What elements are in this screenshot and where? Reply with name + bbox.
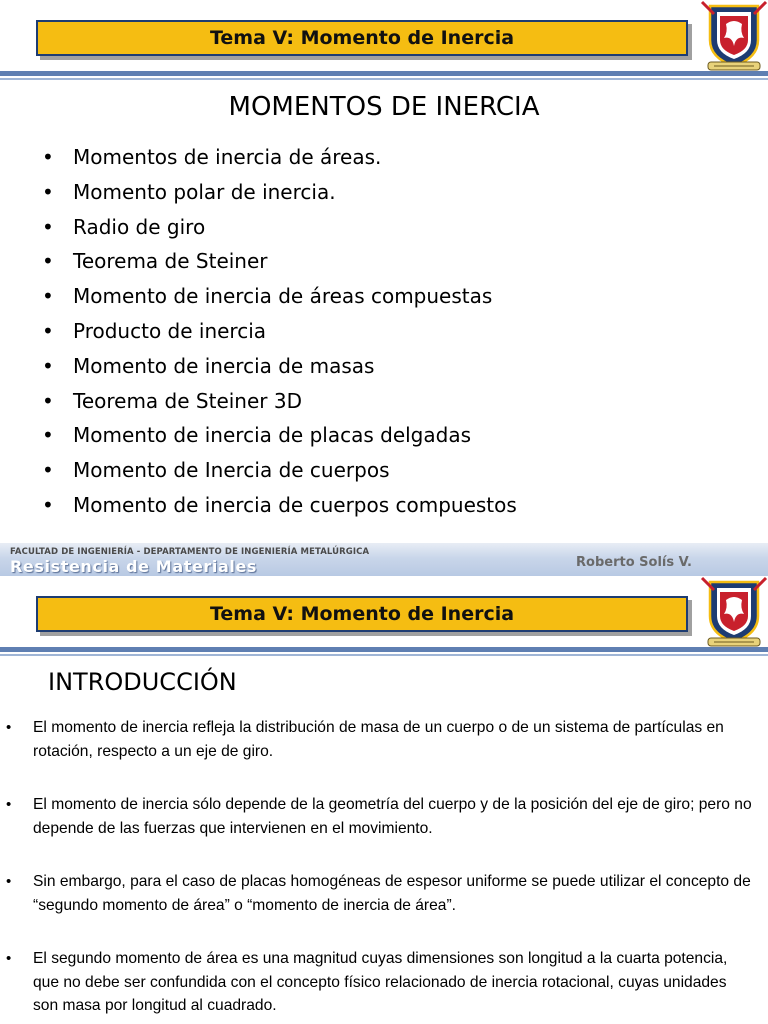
list-item: • Momentos de inercia de áreas.	[42, 140, 517, 175]
paragraph-list	[6, 716, 753, 1024]
slide-heading: INTRODUCCIÓN	[48, 668, 237, 696]
slide-footer	[0, 543, 768, 576]
bullet: •	[42, 145, 54, 169]
university-crest-icon	[700, 576, 768, 650]
list-item: • Momento de inercia de masas	[42, 349, 517, 384]
header-rule-thin	[0, 654, 768, 656]
list-item: • Momento polar de inercia.	[42, 175, 517, 210]
university-crest-icon	[700, 0, 768, 74]
banner-title-text: Tema V: Momento de Inercia	[209, 27, 515, 49]
list-item: • Momento de inercia de cuerpos compuestos	[42, 488, 517, 523]
bullet: •	[42, 353, 54, 378]
course-title: Resistencia de Materiales	[10, 557, 258, 576]
bullet: •	[6, 719, 12, 736]
header-rule-thin	[0, 78, 768, 80]
bullet: •	[42, 214, 54, 239]
list-item: • Teorema de Steiner 3D	[42, 384, 517, 419]
bullet: •	[42, 284, 54, 309]
list-item: • Momento de Inercia de cuerpos	[42, 453, 517, 488]
author-name: Roberto Solís V.	[576, 555, 692, 570]
bullet: •	[42, 423, 54, 448]
bullet: •	[6, 950, 12, 967]
slide-introduccion	[0, 576, 768, 1024]
bullet: •	[6, 873, 12, 890]
banner-title-text: Tema V: Momento de Inercia	[209, 603, 515, 625]
banner-title	[36, 20, 688, 56]
banner-title	[36, 596, 688, 632]
bullet: •	[42, 458, 54, 483]
topic-list	[42, 140, 517, 523]
slide-heading: MOMENTOS DE INERCIA	[228, 92, 540, 122]
bullet: •	[42, 179, 54, 204]
bullet: •	[42, 388, 54, 413]
list-item: • Momento de inercia de áreas compuestas	[42, 279, 517, 314]
department-label: FACULTAD DE INGENIERÍA - DEPARTAMENTO DE INGENIERÍA METALÚRGICA	[10, 547, 370, 557]
bullet: •	[42, 492, 54, 517]
list-item: • Producto de inercia	[42, 314, 517, 349]
header-rule	[0, 71, 768, 76]
list-item: • El momento de inercia sólo depende de la geometría del cuerpo y de la posición del eje de giro; pero no depende de las fuerzas que intervienen en el movimiento.	[6, 793, 753, 840]
bullet: •	[42, 318, 54, 343]
list-item: • Radio de giro	[42, 210, 517, 245]
header-rule	[0, 647, 768, 652]
list-item: • El momento de inercia refleja la distribución de masa de un cuerpo o de un sistema de partículas en rotación, respecto a un eje de giro.	[6, 716, 753, 763]
bullet: •	[6, 796, 12, 813]
list-item: • Teorema de Steiner	[42, 244, 517, 279]
bullet: •	[42, 249, 54, 274]
list-item: • Sin embargo, para el caso de placas homogéneas de espesor uniforme se puede utilizar el concepto de “segundo momento de área” o “momento de inercia de área”.	[6, 870, 753, 917]
list-item: • El segundo momento de área es una magnitud cuyas dimensiones son longitud a la cuarta potencia, que no debe ser confundida con el concepto físico relacionado de inercia rotacional, cuyas unidades son masa por longitud al cuadrado.	[6, 947, 753, 1018]
list-item: • Momento de inercia de placas delgadas	[42, 418, 517, 453]
